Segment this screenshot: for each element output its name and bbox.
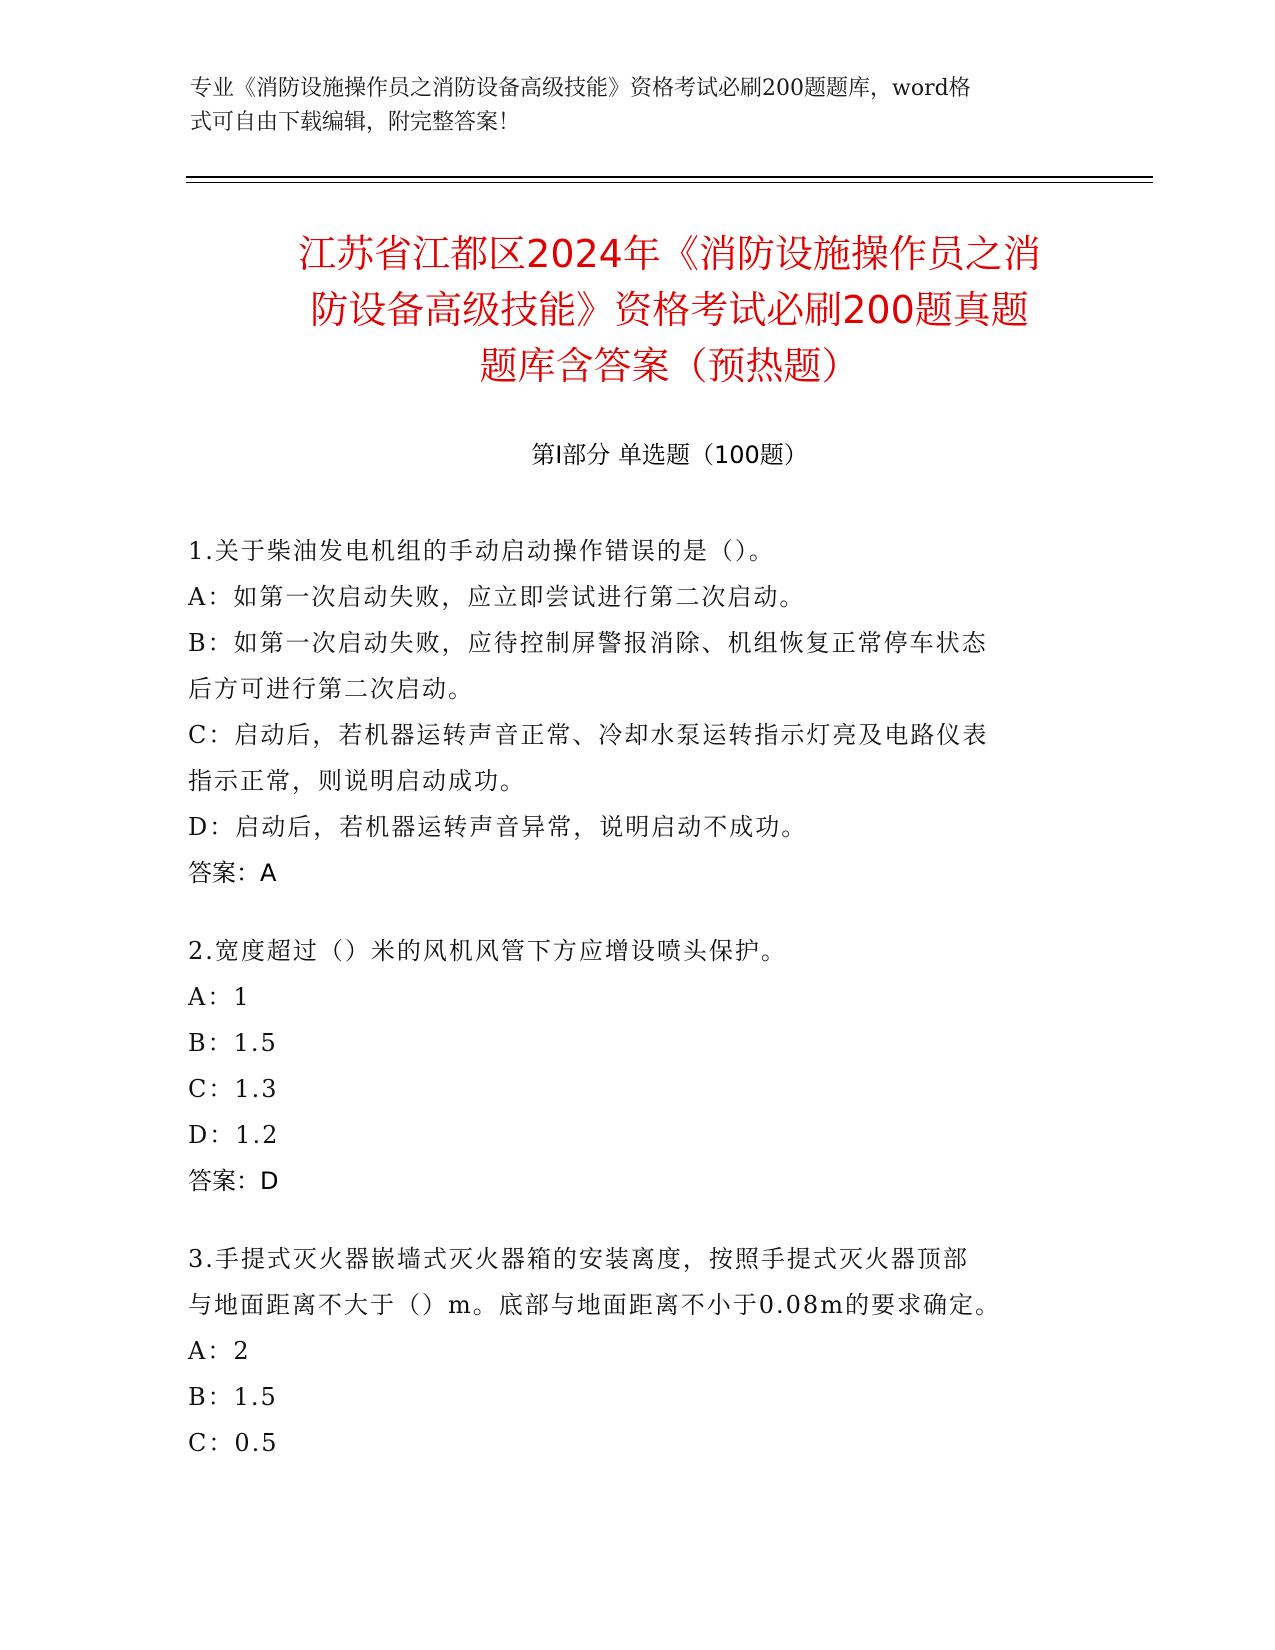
section-title: 第Ⅰ部分 单选题（100题） (531, 441, 808, 469)
option-a: A：2 (188, 1337, 251, 1365)
answer-text: 答案：D (188, 1167, 279, 1195)
document-title-line-2: 防设备高级技能》资格考试必刷200题真题 (310, 288, 1029, 332)
question-stem: 2.宽度超过（）米的风机风管下方应增设喷头保护。 (188, 937, 787, 965)
header-divider-thick (186, 176, 1153, 178)
option-c: C：1.3 (188, 1075, 279, 1103)
option-d: D：启动后，若机器运转声音异常，说明启动不成功。 (188, 813, 808, 841)
option-b: B：如第一次启动失败，应待控制屏警报消除、机组恢复正常停车状态 (188, 629, 988, 657)
option-c: C：启动后，若机器运转声音正常、冷却水泵运转指示灯亮及电路仪表 (188, 721, 989, 749)
document-title-line-3: 题库含答案（预热题） (479, 344, 860, 388)
option-c-continued: 指示正常，则说明启动成功。 (188, 767, 526, 795)
option-c: C：0.5 (188, 1429, 279, 1457)
document-title (186, 226, 1153, 394)
option-b: B：1.5 (188, 1383, 278, 1411)
option-b: B：1.5 (188, 1029, 278, 1057)
document-title-line-1: 江苏省江都区2024年《消防设施操作员之消 (298, 232, 1041, 276)
header-divider-thin (186, 182, 1153, 183)
question-stem: 1.关于柴油发电机组的手动启动操作错误的是（）。 (188, 537, 775, 565)
question-2 (188, 928, 1088, 1204)
answer-text: 答案：A (188, 859, 277, 887)
header-note (190, 72, 1080, 140)
question-1 (188, 528, 1088, 896)
question-stem: 3.手提式灭火器嵌墙式灭火器箱的安装离度，按照手提式灭火器顶部 (188, 1245, 969, 1273)
question-list (188, 528, 1088, 1498)
question-stem-continued: 与地面距离不大于（）m。底部与地面距离不小于0.08m的要求确定。 (188, 1291, 1001, 1319)
option-b-continued: 后方可进行第二次启动。 (188, 675, 474, 703)
question-3 (188, 1236, 1088, 1466)
header-note-line-1: 专业《消防设施操作员之消防设备高级技能》资格考试必刷200题题库，word格 (190, 76, 971, 101)
option-a: A：1 (188, 983, 251, 1011)
option-d: D：1.2 (188, 1121, 280, 1149)
header-note-line-2: 式可自由下载编辑，附完整答案！ (190, 110, 521, 135)
option-a: A：如第一次启动失败，应立即尝试进行第二次启动。 (188, 583, 806, 611)
